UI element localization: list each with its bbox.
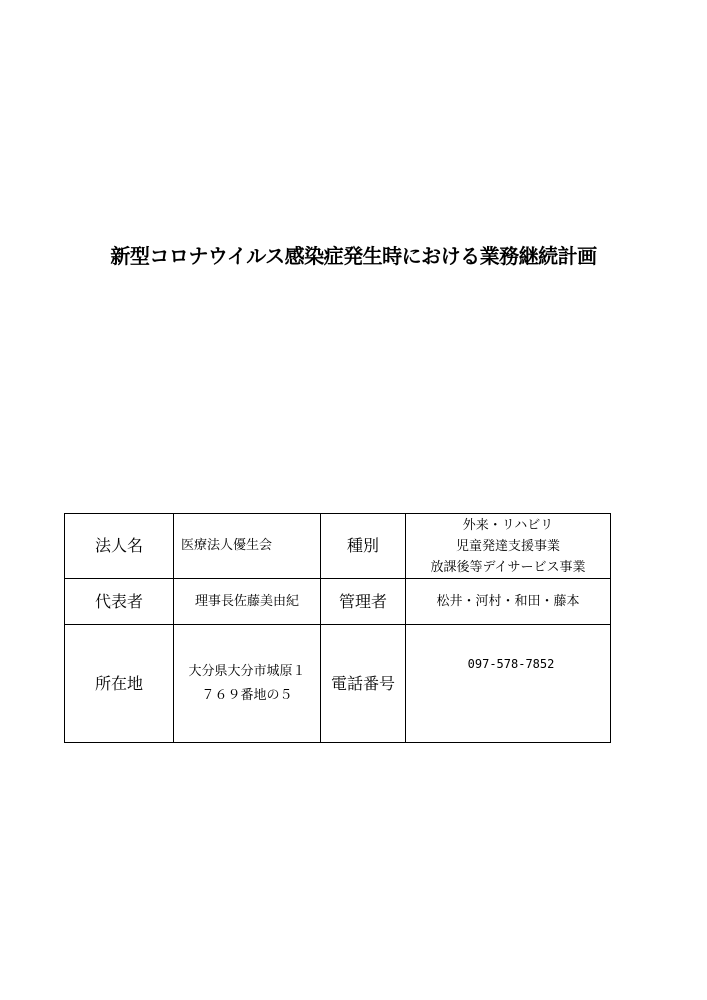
type-label: 種別	[321, 514, 406, 579]
table-row	[65, 625, 611, 743]
type-value-cell	[406, 514, 611, 579]
address-label: 所在地	[65, 625, 174, 743]
type-value-1: 外来・リハビリ	[462, 517, 554, 533]
representative-label: 代表者	[65, 579, 174, 625]
address-line-2: ７６９番地の５	[201, 687, 293, 703]
corporation-value: 医療法人優生会	[174, 514, 321, 579]
representative-value: 理事長佐藤美由紀	[174, 579, 321, 625]
corporation-label: 法人名	[65, 514, 174, 579]
facility-info-table	[64, 513, 611, 743]
phone-value: 097-578-7852	[406, 625, 611, 743]
address-value-cell	[174, 625, 321, 743]
table-row	[65, 514, 611, 579]
manager-value: 松井・河村・和田・藤本	[406, 579, 611, 625]
type-value-2: 児童発達支援事業	[455, 538, 560, 554]
table-row	[65, 579, 611, 625]
address-line-1: 大分県大分市城原１	[188, 663, 306, 679]
manager-label: 管理者	[321, 579, 406, 625]
type-value-3: 放課後等デイサービス事業	[430, 559, 586, 575]
phone-label: 電話番号	[321, 625, 406, 743]
document-title: 新型コロナウイルス感染症発生時における業務継続計画	[110, 244, 597, 268]
